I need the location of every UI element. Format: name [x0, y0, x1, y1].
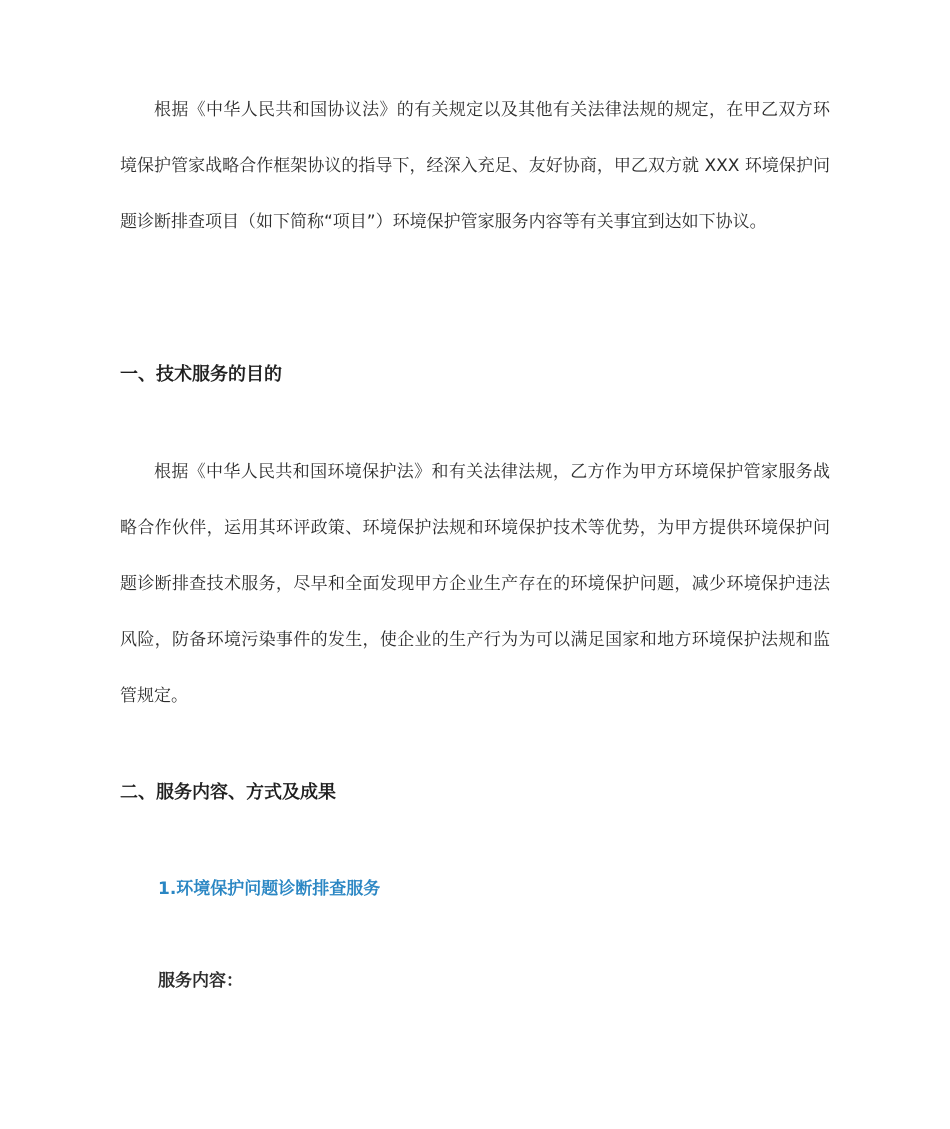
service-content-label: 服务内容： — [158, 971, 243, 991]
purpose-paragraph: 根据《中华人民共和国环境保护法》和有关法律法规，乙方作为甲方环境保护管家服务战略合作伙伴，运用其环评政策、环境保护法规和环境保护技术等优势，为甲方提供环境保护问题诊断排查技术服务，尽早和全面发现甲方企业生产存在的环境保护问题，减少环境保护违法风险，防备环境污染事件的发生，使企业的生产行为为可以满足国家和地方环境保护法规和监管规定。 — [120, 462, 830, 706]
section-heading-service-content: 二、服务内容、方式及成果 — [120, 782, 336, 803]
section-heading-purpose: 一、技术服务的目的 — [120, 364, 282, 385]
intro-paragraph: 根据《中华人民共和国协议法》的有关规定以及其他有关法律法规的规定，在甲乙双方环境保护管家战略合作框架协议的指导下，经深入充足、友好协商，甲乙双方就 XXX 环境保护问题诊断排查项目（如下简称“项目”）环境保护管家服务内容等有关事宜到达如下协议。 — [120, 100, 830, 232]
subsection-heading-diagnosis-service: 1.环境保护问题诊断排查服务 — [158, 879, 381, 899]
